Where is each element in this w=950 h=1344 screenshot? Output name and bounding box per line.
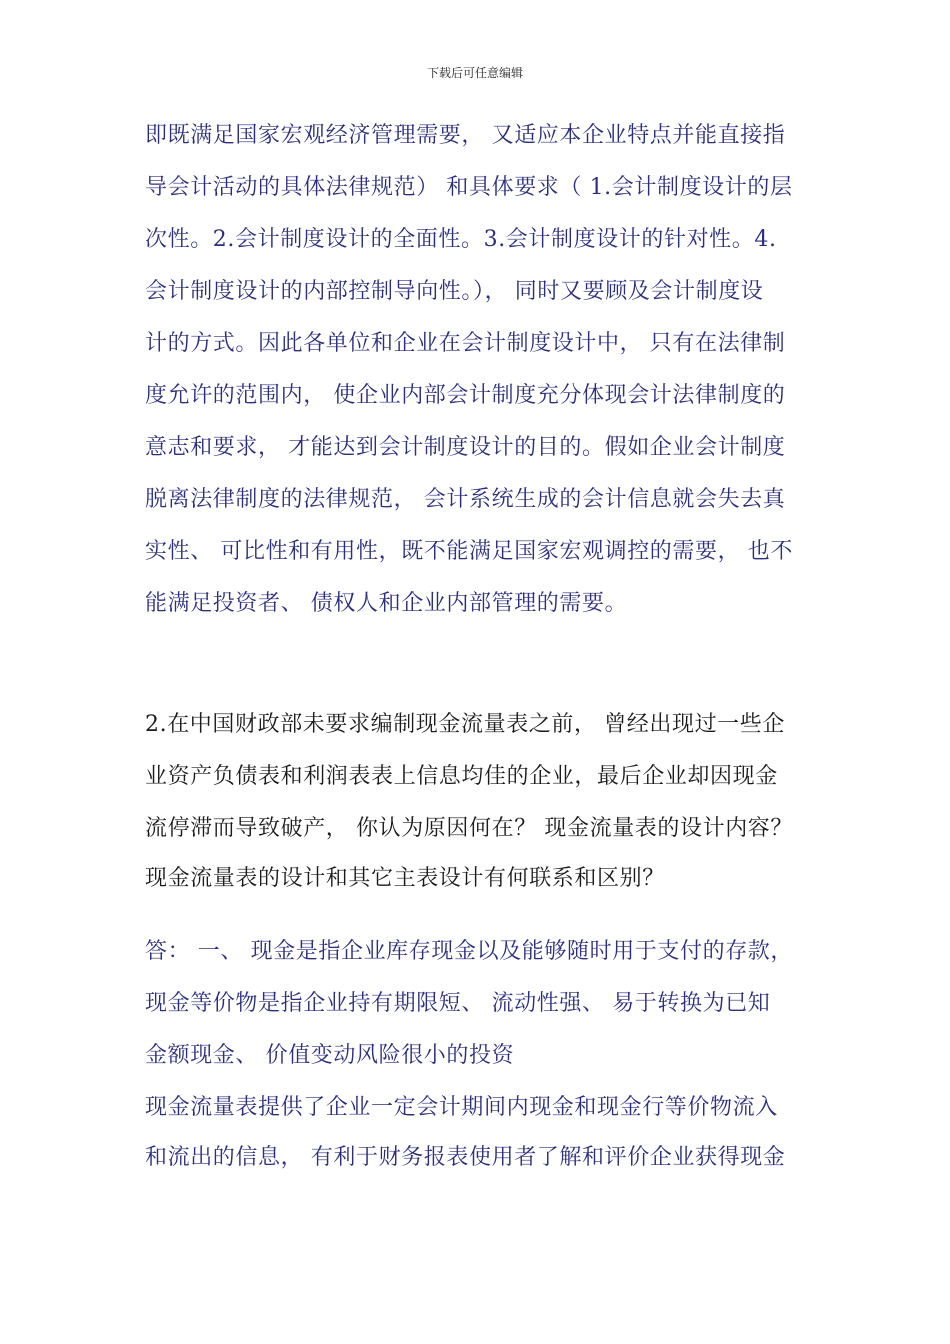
text-line: 意志和要求， 才能达到会计制度设计的目的。假如企业会计制度 — [145, 435, 786, 460]
text-line: 和流出的信息， 有利于财务报表使用者了解和评价企业获得现金 — [145, 1145, 786, 1170]
page-header-note: 下载后可任意编辑 — [426, 66, 523, 80]
text-line: 次性。2.会计制度设计的全面性。3.会计制度设计的针对性。4. — [145, 227, 777, 252]
text-line: 能满足投资者、 债权人和企业内部管理的需要。 — [145, 591, 628, 616]
text-line: 即既满足国家宏观经济管理需要， 又适应本企业特点并能直接指 — [145, 123, 786, 148]
text-line: 答： 一、 现金是指企业库存现金以及能够随时用于支付的存款， — [145, 939, 793, 964]
text-line: 脱离法律制度的法律规范， 会计系统生成的会计信息就会失去真 — [145, 487, 786, 512]
text-line: 现金流量表提供了企业一定会计期间内现金和现金行等价物流入 — [145, 1095, 778, 1120]
text-line: 现金流量表的设计和其它主表设计有何联系和区别？ — [145, 866, 665, 891]
text-line: 计的方式。因此各单位和企业在会计制度设计中， 只有在法律制 — [145, 331, 786, 356]
text-line: 度允许的范围内， 使企业内部会计制度充分体现会计法律制度的 — [145, 383, 786, 408]
text-line: 流停滞而导致破产， 你认为原因何在？ 现金流量表的设计内容？ — [145, 816, 793, 841]
text-line: 2.在中国财政部未要求编制现金流量表之前， 曾经出现过一些企 — [145, 712, 785, 737]
text-line: 现金等价物是指企业持有期限短、 流动性强、 易于转换为已知 — [145, 991, 771, 1016]
text-line: 会计制度设计的内部控制导向性。）， 同时又要顾及会计制度设 — [145, 279, 764, 304]
text-line: 实性、 可比性和有用性，既不能满足国家宏观调控的需要， 也不 — [145, 539, 793, 564]
text-line: 导会计活动的具体法律规范） 和具体要求（ 1.会计制度设计的层 — [145, 175, 793, 200]
text-line: 金额现金、 价值变动风险很小的投资 — [145, 1043, 515, 1068]
text-line: 业资产负债表和利润表表上信息均佳的企业，最后企业却因现金 — [145, 764, 778, 789]
